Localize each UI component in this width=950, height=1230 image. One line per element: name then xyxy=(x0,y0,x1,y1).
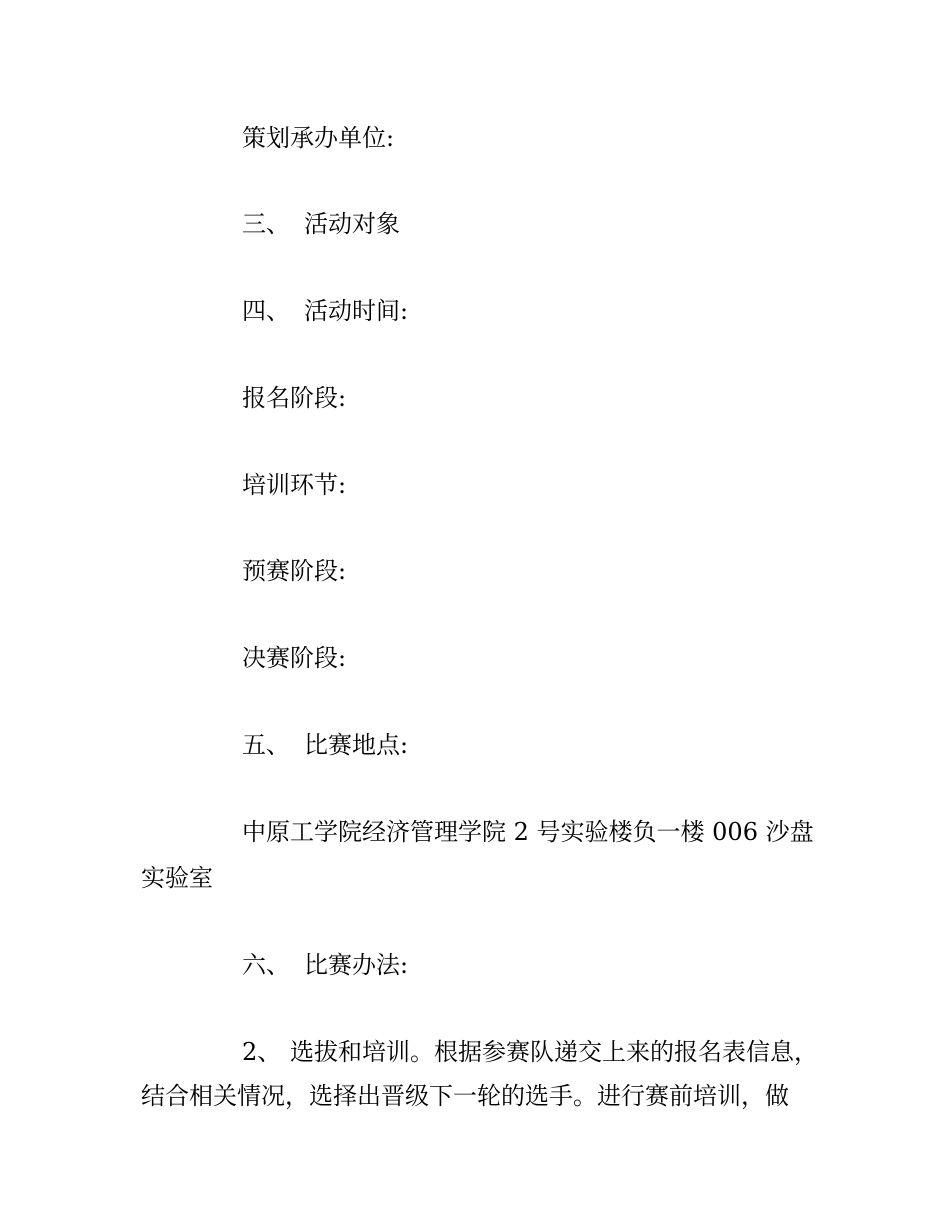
training-stage-label: 培训环节: xyxy=(242,471,347,499)
venue-line-1: 中原工学院经济管理学院 2 号实验楼负一楼 006 沙盘 xyxy=(242,818,814,846)
venue-line-2: 实验室 xyxy=(141,864,213,892)
organizer-label: 策划承办单位: xyxy=(242,124,395,152)
section-five-heading: 五、 比赛地点: xyxy=(242,731,409,759)
item-two-line-2: 结合相关情况，选择出晋级下一轮的选手。进行赛前培训，做 xyxy=(141,1082,789,1110)
final-stage-label: 决赛阶段: xyxy=(242,644,347,672)
section-number: 六、 xyxy=(242,951,290,979)
section-number: 五、 xyxy=(242,731,290,759)
section-number: 四、 xyxy=(242,297,290,325)
section-number: 三、 xyxy=(242,210,290,238)
registration-stage-label: 报名阶段: xyxy=(242,384,347,412)
section-six-heading: 六、 比赛办法: xyxy=(242,951,409,979)
item-number: 2、 xyxy=(242,1038,282,1066)
section-four-heading: 四、 活动时间: xyxy=(242,297,409,325)
preliminary-stage-label: 预赛阶段: xyxy=(242,557,347,585)
section-three-heading: 三、 活动对象 xyxy=(242,210,400,238)
item-two-line-1: 2、 选拔和培训。根据参赛队递交上来的报名表信息， xyxy=(242,1038,818,1066)
